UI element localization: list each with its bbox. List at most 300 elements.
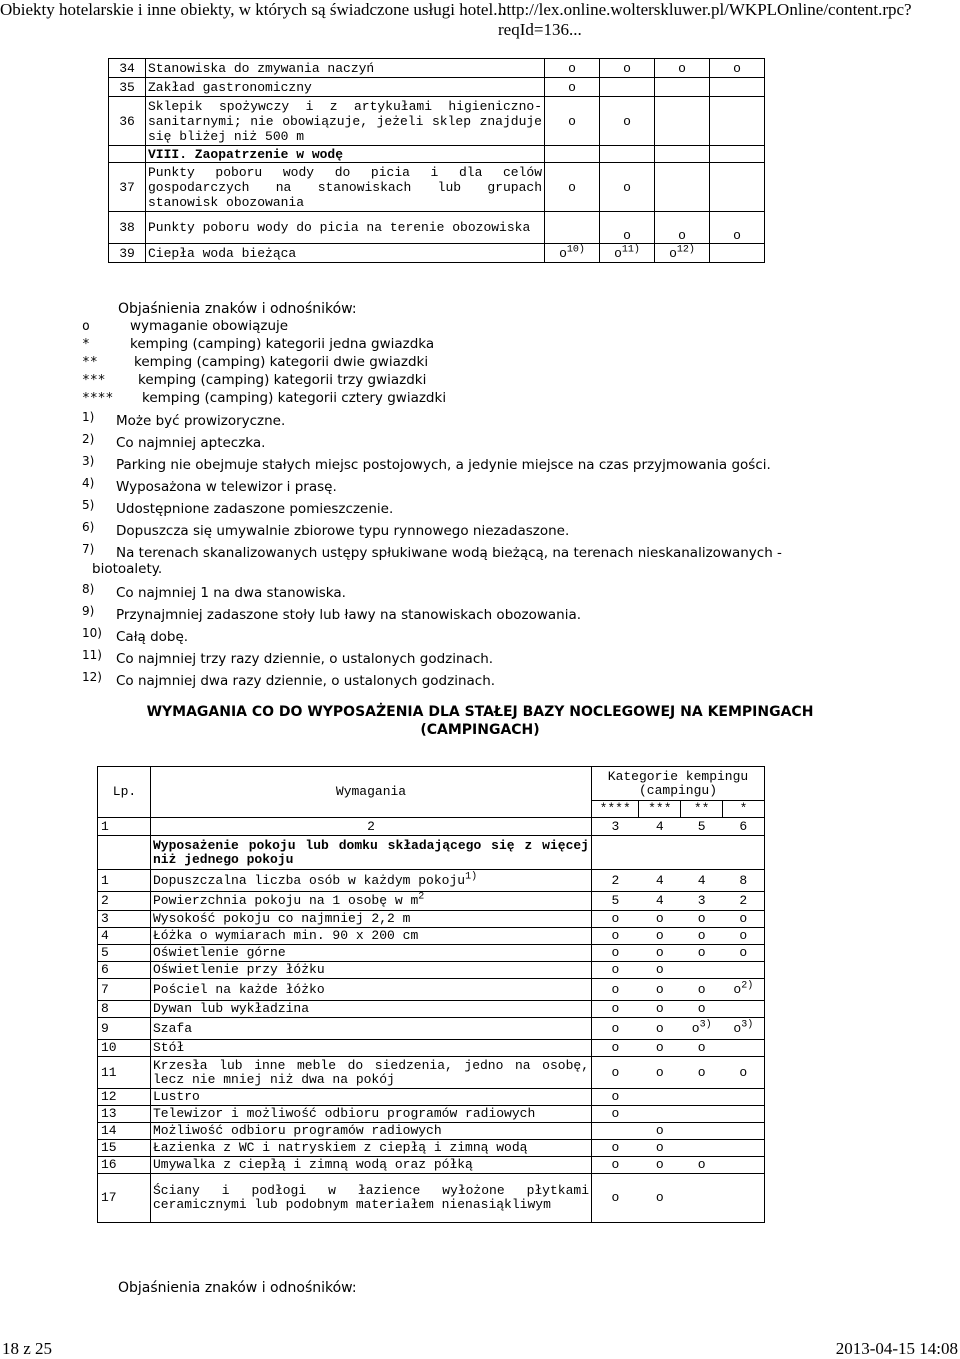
category-cell — [600, 163, 655, 212]
category-cell — [681, 1106, 723, 1123]
row-number: 5 — [98, 945, 151, 962]
category-cell — [655, 244, 710, 263]
category-cell — [723, 1057, 765, 1089]
requirement-text: Zakład gastronomiczny — [146, 78, 545, 97]
footnote-key: 5) — [82, 498, 95, 512]
empty-cell — [639, 836, 681, 870]
footnote-ref: 2) — [741, 980, 754, 992]
cell-mark: 2 — [611, 872, 620, 888]
print-datetime: 2013-04-15 14:08 — [835, 1339, 958, 1358]
requirement-label: Telewizor i możliwość odbioru programów radiowych — [153, 1106, 536, 1121]
category-cell — [723, 1140, 765, 1157]
cell-mark: o — [611, 1040, 620, 1055]
legend-description: kemping (camping) kategorii trzy gwiazdki — [138, 372, 427, 388]
table-row — [98, 870, 765, 892]
category-cell — [655, 59, 710, 78]
category-cell — [545, 212, 600, 244]
footnote-ref: 11) — [621, 244, 640, 256]
cell-mark: o — [655, 1123, 664, 1138]
category-cell — [639, 870, 681, 892]
category-cell — [592, 1018, 639, 1040]
requirement-text: Punkty poboru wody do picia na terenie obozowiska — [146, 212, 545, 244]
footnote-key: 9) — [82, 604, 95, 618]
table-row — [98, 911, 765, 928]
cell-mark: o — [697, 1064, 706, 1080]
cell-mark: o — [697, 945, 706, 960]
category-cell — [681, 1040, 723, 1057]
requirement-label: Dywan lub wykładzina — [153, 1001, 310, 1016]
table-row — [109, 146, 765, 163]
footnote-key: 6) — [82, 520, 95, 534]
table-header-row — [98, 767, 765, 801]
footnote — [82, 476, 337, 495]
group-heading-row — [98, 836, 765, 870]
table-row — [98, 928, 765, 945]
cell-mark: o — [739, 928, 748, 943]
category-cell — [723, 892, 765, 911]
footnote-ref: 3) — [699, 1019, 712, 1031]
category-cell — [600, 146, 655, 163]
empty-cell — [592, 836, 639, 870]
category-cell — [723, 1106, 765, 1123]
category-cell — [592, 928, 639, 945]
footnote — [82, 432, 265, 451]
requirement-text — [151, 1106, 592, 1123]
footnote-text: Co najmniej apteczka. — [116, 435, 266, 451]
row-number: 16 — [98, 1157, 151, 1174]
requirement-label: Oświetlenie górne — [153, 945, 286, 960]
cell-mark: o — [611, 1190, 620, 1205]
page-counter: 18 z 25 — [2, 1339, 53, 1358]
requirement-text — [151, 1157, 592, 1174]
category-cell — [681, 1089, 723, 1106]
row-number: 36 — [109, 97, 146, 146]
cell-mark: o — [655, 1020, 664, 1036]
requirement-label: Powierzchnia pokoju na 1 osobę w m — [153, 893, 419, 908]
cell-mark: o — [697, 981, 706, 997]
row-number: 35 — [109, 78, 146, 97]
table-row — [109, 244, 765, 263]
header-requirements: Wymagania — [151, 767, 592, 818]
browser-print-header — [0, 0, 960, 39]
footnote-key: 11) — [82, 648, 102, 662]
category-cell — [655, 97, 710, 146]
category-cell — [592, 1089, 639, 1106]
table-row — [98, 1174, 765, 1223]
cell-mark: o — [697, 1001, 706, 1016]
row-number: 34 — [109, 59, 146, 78]
category-cell — [723, 1174, 765, 1223]
footnote-text: Wyposażona w telewizor i prasę. — [116, 479, 337, 495]
category-cell — [681, 962, 723, 979]
footnote-key: 8) — [82, 582, 95, 596]
legend-symbol-row — [82, 318, 288, 334]
cell-mark: o — [614, 245, 622, 261]
requirement-text — [151, 892, 592, 911]
table-row — [98, 1157, 765, 1174]
cell-mark: o — [611, 962, 620, 977]
cell-mark: o — [655, 945, 664, 960]
legend-symbol-row — [82, 372, 426, 388]
category-cell — [600, 59, 655, 78]
table-row — [98, 892, 765, 911]
legend-title-bottom: Objaśnienia znaków i odnośników: — [118, 1280, 357, 1296]
category-cell — [681, 1140, 723, 1157]
cell-mark: o — [733, 981, 742, 997]
footnote-text: Co najmniej trzy razy dziennie, o ustalonych godzinach. — [116, 651, 494, 667]
cell-mark: o — [655, 1157, 664, 1172]
cell-mark: o — [733, 60, 741, 76]
section-title-line2: (CAMPINGACH) — [420, 722, 540, 738]
legend-symbol: o — [82, 319, 90, 334]
legend-symbol: **** — [82, 391, 114, 406]
category-cell — [723, 911, 765, 928]
cell-mark: o — [733, 228, 741, 243]
footnote-ref: 1) — [465, 871, 478, 883]
row-number: 15 — [98, 1140, 151, 1157]
cell-mark: o — [623, 179, 631, 195]
category-cell — [639, 1174, 681, 1223]
category-cell — [592, 870, 639, 892]
category-cell — [592, 892, 639, 911]
category-cell — [639, 1140, 681, 1157]
row-number: 3 — [98, 911, 151, 928]
cell-mark: o — [568, 113, 576, 129]
cell-mark: o — [697, 911, 706, 926]
category-cell — [592, 1040, 639, 1057]
cell-mark: o — [691, 1020, 700, 1036]
category-cell — [723, 945, 765, 962]
cell-mark: 4 — [697, 872, 706, 888]
cell-mark: o — [568, 79, 576, 95]
header-url: http://lex.online.wolterskluwer.pl/WKPLOnline/content.rpc?reqId=136... — [498, 0, 912, 39]
empty-cell — [723, 836, 765, 870]
table-row — [98, 1040, 765, 1057]
category-cell — [681, 892, 723, 911]
category-cell — [639, 911, 681, 928]
table-row — [98, 945, 765, 962]
footnote-text: Parking nie obejmuje stałych miejsc postojowych, a jedynie miejsce na czas przyjmowania gości. — [116, 457, 771, 473]
footnote — [82, 670, 495, 689]
cell-mark: o — [655, 962, 664, 977]
footnote-ref: 3) — [741, 1019, 754, 1031]
category-cell — [545, 97, 600, 146]
category-cell — [545, 163, 600, 212]
category-cell — [592, 1174, 639, 1223]
cell-mark: o — [611, 1106, 620, 1121]
cell-mark: o — [611, 945, 620, 960]
table-row — [109, 212, 765, 244]
footnote-text: Co najmniej 1 na dwa stanowiska. — [116, 585, 346, 601]
requirement-text — [151, 1123, 592, 1140]
section-title — [0, 703, 960, 739]
table-row — [98, 1089, 765, 1106]
footnote-ref: 2 — [418, 891, 425, 903]
legend-symbol-row — [82, 336, 434, 352]
footnote-key: 3) — [82, 454, 95, 468]
section-title-line1: WYMAGANIA CO DO WYPOSAŻENIA DLA STAŁEJ BAZY NOCLEGOWEJ NA KEMPINGACH — [146, 704, 814, 720]
legend-description: kemping (camping) kategorii dwie gwiazdki — [134, 354, 429, 370]
cell-mark: o — [697, 1040, 706, 1055]
category-cell — [600, 212, 655, 244]
table-row — [109, 163, 765, 212]
category-cell — [723, 1157, 765, 1174]
legend-symbol-row — [82, 390, 446, 406]
requirement-label: Możliwość odbioru programów radiowych — [153, 1123, 442, 1138]
table-row — [98, 1001, 765, 1018]
row-number: 38 — [109, 212, 146, 244]
header-star-category: ** — [681, 801, 723, 818]
cell-mark: 4 — [655, 872, 664, 888]
category-cell — [592, 1157, 639, 1174]
cell-mark: o — [623, 60, 631, 76]
cell-mark: o — [739, 911, 748, 926]
campsite-requirements-table-continued — [108, 58, 765, 263]
category-cell — [655, 146, 710, 163]
category-cell — [639, 1001, 681, 1018]
footnote-continuation: biotoalety. — [92, 561, 163, 577]
cell-mark: o — [611, 1089, 620, 1104]
requirement-text — [151, 1174, 592, 1223]
footnote — [82, 520, 569, 539]
table-row — [98, 1057, 765, 1089]
category-cell — [639, 1040, 681, 1057]
requirement-text — [151, 1040, 592, 1057]
table-row — [98, 1106, 765, 1123]
cell-mark: o — [568, 60, 576, 76]
category-cell — [723, 870, 765, 892]
category-cell — [681, 1174, 723, 1223]
requirement-text — [151, 945, 592, 962]
requirement-text — [151, 1001, 592, 1018]
cell-mark: o — [678, 228, 686, 243]
category-cell — [639, 892, 681, 911]
row-number: 39 — [109, 244, 146, 263]
requirement-label: Dopuszczalna liczba osób w każdym pokoju — [153, 872, 466, 888]
row-number: 10 — [98, 1040, 151, 1057]
row-number: 2 — [98, 892, 151, 911]
category-cell — [681, 945, 723, 962]
column-number: 4 — [639, 818, 681, 836]
category-cell — [592, 945, 639, 962]
footnote — [82, 410, 285, 429]
category-cell — [592, 1106, 639, 1123]
row-number: 17 — [98, 1174, 151, 1223]
table-row — [98, 962, 765, 979]
footnote-key: 10) — [82, 626, 102, 640]
cell-mark: o — [655, 1064, 664, 1080]
row-number — [109, 146, 146, 163]
category-cell — [639, 979, 681, 1001]
requirement-text — [151, 1018, 592, 1040]
header-categories: Kategorie kempingu (campingu) — [592, 767, 765, 801]
cell-mark: o — [655, 1190, 664, 1205]
cell-mark: o — [697, 928, 706, 943]
requirement-text: Sklepik spożywczy i z artykułami higieniczno-sanitarnymi; nie obowiązuje, jeżeli sklep znajduje się bliżej niż 500 m — [146, 97, 545, 146]
header-star-category: *** — [639, 801, 681, 818]
cell-mark: o — [655, 1001, 664, 1016]
row-number: 6 — [98, 962, 151, 979]
category-cell — [639, 1057, 681, 1089]
cell-mark: o — [623, 113, 631, 129]
cell-mark: o — [611, 1140, 620, 1155]
row-number: 12 — [98, 1089, 151, 1106]
requirement-text: Ciepła woda bieżąca — [146, 244, 545, 263]
row-number: 4 — [98, 928, 151, 945]
table-row — [98, 979, 765, 1001]
category-cell — [681, 928, 723, 945]
category-cell — [545, 78, 600, 97]
category-cell — [592, 1057, 639, 1089]
category-cell — [681, 979, 723, 1001]
legend-symbol: *** — [82, 373, 106, 388]
empty-cell — [681, 836, 723, 870]
category-cell — [639, 928, 681, 945]
footnote-key: 2) — [82, 432, 95, 446]
category-cell — [681, 1018, 723, 1040]
requirement-label: Oświetlenie przy łóżku — [153, 962, 325, 977]
requirement-label: Łóżka o wymiarach min. 90 x 200 cm — [153, 928, 419, 943]
category-cell — [681, 911, 723, 928]
category-cell — [723, 1123, 765, 1140]
category-cell — [723, 1040, 765, 1057]
footnote-text: Przynajmniej zadaszone stoły lub ławy na stanowiskach obozowania. — [116, 607, 582, 623]
cell-mark: o — [611, 1157, 620, 1172]
requirement-label: Szafa — [153, 1020, 193, 1036]
table-row — [98, 1123, 765, 1140]
cell-mark: o — [655, 1140, 664, 1155]
requirement-text — [151, 962, 592, 979]
footnote — [82, 454, 771, 473]
category-cell — [592, 911, 639, 928]
legend-symbol: * — [82, 337, 90, 352]
category-cell — [639, 1106, 681, 1123]
row-number: 1 — [98, 870, 151, 892]
row-number: 9 — [98, 1018, 151, 1040]
row-number: 7 — [98, 979, 151, 1001]
requirement-text: Punkty poboru wody do picia i dla celów gospodarczych na stanowiskach lub grupach stanowisk obozowania — [146, 163, 545, 212]
category-cell — [600, 78, 655, 97]
category-cell — [592, 1123, 639, 1140]
category-cell — [681, 1123, 723, 1140]
cell-mark: o — [655, 981, 664, 997]
footnote-key: 1) — [82, 410, 95, 424]
table-row — [109, 78, 765, 97]
requirement-text: Stanowiska do zmywania naczyń — [146, 59, 545, 78]
legend-description: wymaganie obowiązuje — [130, 318, 289, 334]
requirement-text — [151, 1089, 592, 1106]
category-cell — [655, 78, 710, 97]
category-cell — [681, 1157, 723, 1174]
category-cell — [723, 1018, 765, 1040]
category-cell — [681, 1001, 723, 1018]
cell-mark: o — [611, 911, 620, 926]
requirement-text — [151, 911, 592, 928]
cell-mark: o — [611, 1020, 620, 1036]
requirement-label: Pościel na każde łóżko — [153, 981, 325, 997]
category-cell — [639, 1089, 681, 1106]
table-row — [109, 59, 765, 78]
cell-mark: o — [611, 1001, 620, 1016]
category-cell — [710, 97, 765, 146]
cell-mark: o — [568, 179, 576, 195]
requirement-text — [151, 870, 592, 892]
cell-mark: o — [733, 1020, 742, 1036]
footnote — [82, 582, 346, 601]
legend-symbol: ** — [82, 355, 98, 370]
category-cell — [592, 1001, 639, 1018]
category-cell — [545, 59, 600, 78]
header-lp: Lp. — [98, 767, 151, 818]
footnote-key: 4) — [82, 476, 95, 490]
category-cell — [681, 1057, 723, 1089]
footnote-key: 12) — [82, 670, 102, 684]
category-cell — [600, 97, 655, 146]
cell-mark: o — [697, 1157, 706, 1172]
cell-mark: o — [655, 928, 664, 943]
footnote-key: 7) — [82, 542, 95, 556]
requirement-label: Lustro — [153, 1089, 200, 1104]
category-cell — [723, 962, 765, 979]
cell-mark: o — [611, 981, 620, 997]
table-row — [98, 1018, 765, 1040]
column-number: 6 — [723, 818, 765, 836]
category-cell — [600, 244, 655, 263]
category-cell — [545, 146, 600, 163]
category-cell — [639, 945, 681, 962]
row-number: 14 — [98, 1123, 151, 1140]
cell-mark: 4 — [655, 893, 664, 908]
requirement-label: Stół — [153, 1040, 185, 1055]
footnote — [82, 604, 581, 623]
requirement-label: Ściany i podłogi w łazience wyłożone płytkami ceramicznymi lub podobnym materiałem nienasiąkliwym — [153, 1183, 589, 1212]
cell-mark: o — [739, 1064, 748, 1080]
cell-mark: o — [655, 1040, 664, 1055]
cell-mark: o — [611, 1064, 620, 1080]
category-cell — [710, 59, 765, 78]
cell-mark: o — [611, 928, 620, 943]
category-cell — [723, 928, 765, 945]
category-cell — [710, 163, 765, 212]
requirement-text: VIII. Zaopatrzenie w wodę — [146, 146, 545, 163]
category-cell — [723, 979, 765, 1001]
category-cell — [545, 244, 600, 263]
cell-mark: 8 — [739, 872, 748, 888]
legend-description: kemping (camping) kategorii jedna gwiazdka — [130, 336, 435, 352]
footnote — [82, 626, 188, 645]
footnote-ref: 10) — [566, 244, 585, 256]
requirement-text — [151, 928, 592, 945]
column-number: 5 — [681, 818, 723, 836]
category-cell — [639, 1018, 681, 1040]
requirement-label: Umywalka z ciepłą i zimną wodą oraz półką — [153, 1157, 473, 1172]
requirement-label: Łazienka z WC i natryskiem z ciepłą i zimną wodą — [153, 1140, 528, 1155]
legend-symbol-row — [82, 354, 428, 370]
category-cell — [592, 979, 639, 1001]
category-cell — [655, 212, 710, 244]
table-row — [98, 1140, 765, 1157]
cell-mark: o — [623, 228, 631, 243]
row-number: 13 — [98, 1106, 151, 1123]
category-cell — [723, 1089, 765, 1106]
requirement-label: Krzesła lub inne meble do siedzenia, jedno na osobę, lecz nie mniej niż dwa na pokój — [153, 1057, 589, 1087]
cell-mark: o — [739, 945, 748, 960]
category-cell — [639, 1157, 681, 1174]
cell-mark: 2 — [739, 893, 748, 908]
legend-description: kemping (camping) kategorii cztery gwiazdki — [142, 390, 447, 406]
category-cell — [710, 146, 765, 163]
requirement-text — [151, 1057, 592, 1089]
